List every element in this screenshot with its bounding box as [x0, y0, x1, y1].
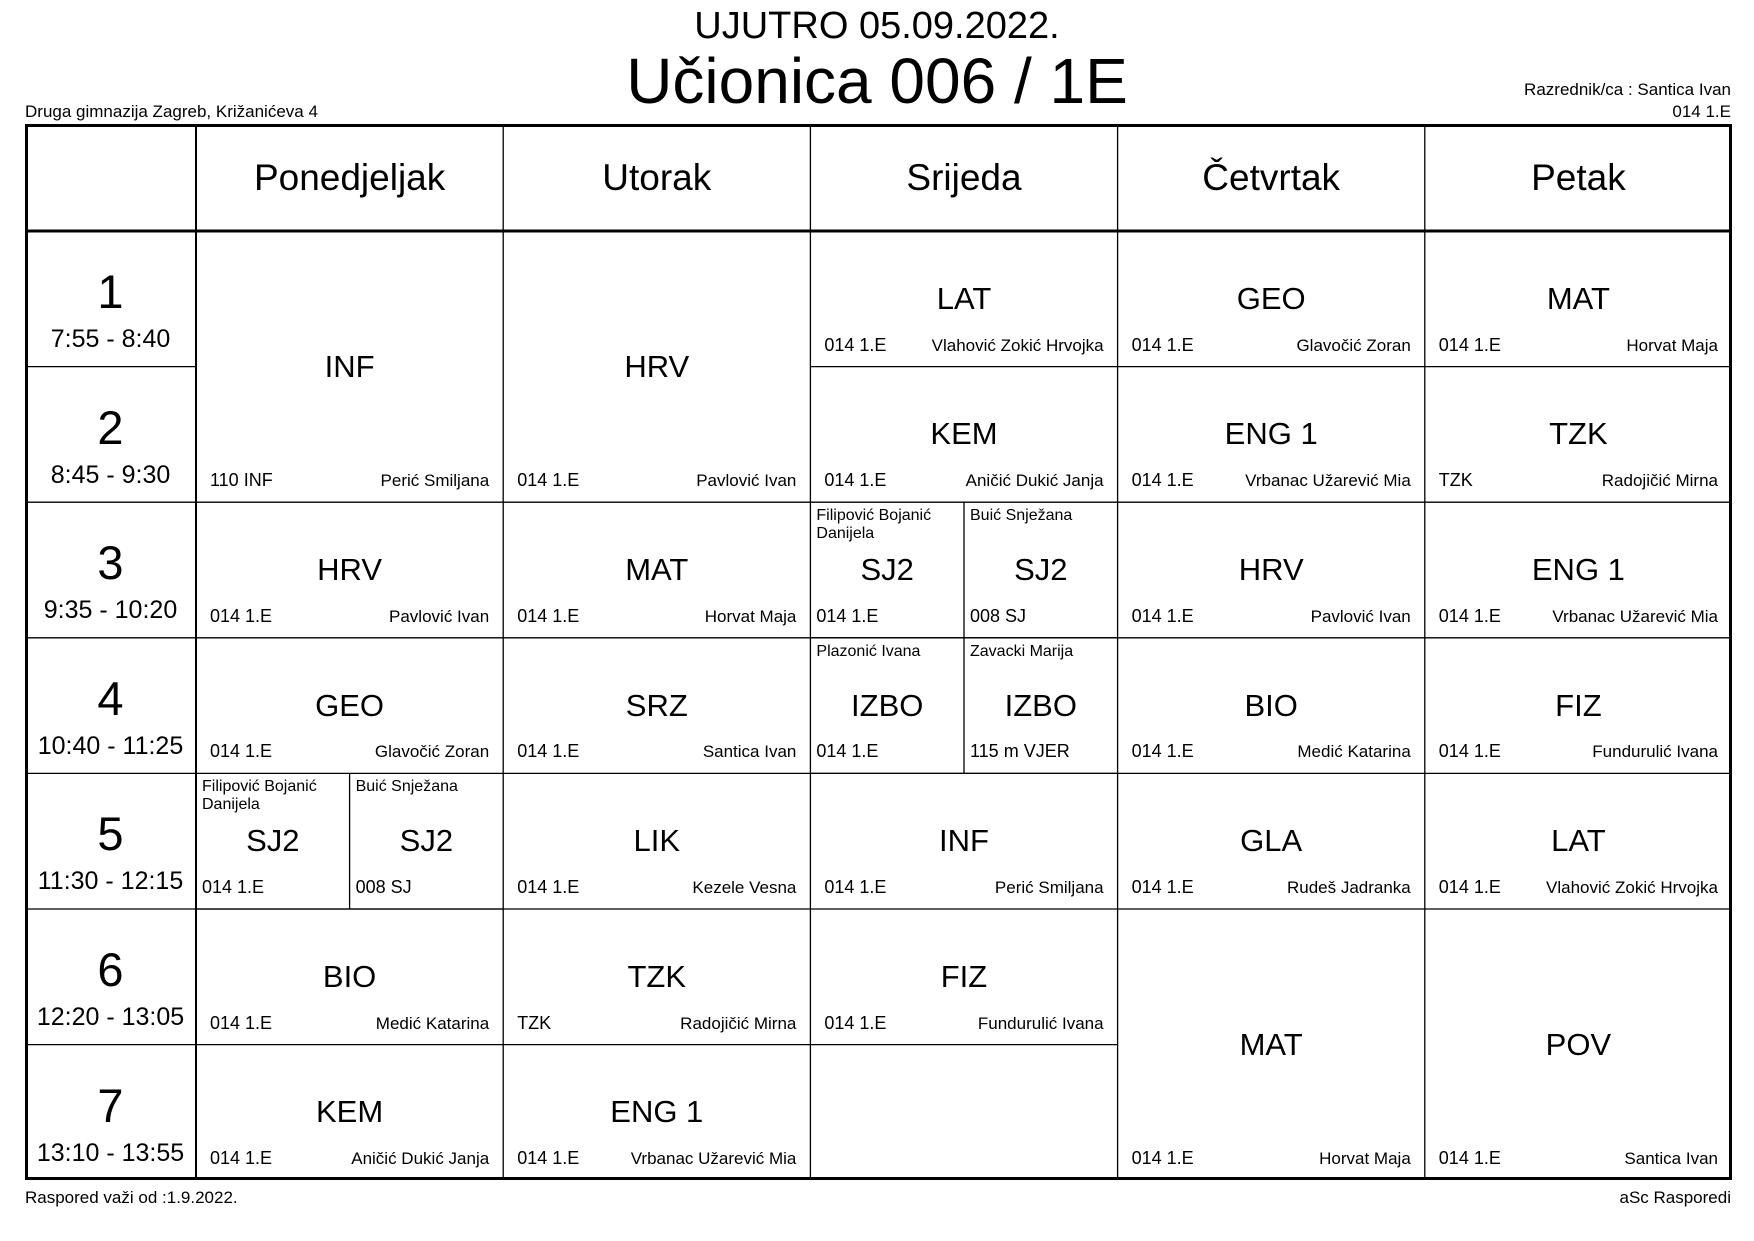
lesson-teacher: Medić Katarina	[375, 1013, 490, 1033]
day-name: Petak	[1531, 156, 1626, 198]
lesson-subject: LIK	[633, 823, 681, 859]
lesson-room: 014 1.E	[824, 1012, 887, 1033]
lesson-cell	[196, 909, 503, 1045]
lesson-subject: BIO	[1244, 687, 1298, 723]
lesson-room: 110 INF	[210, 470, 273, 491]
lesson-teacher: Pavlović Ivan	[389, 606, 490, 626]
lesson-room: 014 1.E	[1438, 1148, 1501, 1169]
lesson-group-cell	[964, 638, 1118, 774]
lesson-room: 014 1.E	[517, 470, 580, 491]
lesson-cell	[503, 773, 810, 909]
lesson-cell	[196, 502, 503, 638]
period-number: 6	[97, 943, 124, 996]
period-number: 5	[97, 807, 124, 861]
lesson-teacher: Radojičić Mirna	[680, 1013, 797, 1033]
lesson-teacher: Fundurulić Ivana	[1592, 742, 1718, 762]
lesson-room: 014 1.E	[210, 1148, 273, 1169]
lesson-teacher: Horvat Maja	[1626, 335, 1718, 355]
lesson-subject: ENG 1	[1224, 416, 1318, 452]
day-header	[503, 124, 810, 231]
period-label	[25, 502, 196, 638]
lesson-group-cell	[350, 773, 504, 909]
lesson-subject: GEO	[315, 687, 385, 723]
validity-note: Raspored važi od :1.9.2022.	[25, 1188, 238, 1207]
lesson-teacher: Aničić Dukić Janja	[351, 1149, 490, 1169]
period-time: 13:10 - 13:55	[36, 1138, 185, 1167]
lesson-subject: IZBO	[1004, 687, 1077, 723]
lesson-cell	[1118, 367, 1425, 503]
lesson-cell	[503, 1045, 810, 1181]
lesson-subject: HRV	[1238, 551, 1304, 587]
lesson-group-cell	[196, 773, 350, 909]
lesson-room: 014 1.E	[824, 470, 887, 491]
lesson-subject: MAT	[625, 551, 689, 587]
lesson-cell	[1425, 773, 1732, 909]
day-header	[196, 124, 503, 231]
lesson-room: TZK	[1438, 470, 1473, 491]
lesson-teacher: Vrbanac Užarević Mia	[1245, 471, 1411, 491]
lesson-subject: FIZ	[940, 958, 988, 994]
lesson-room: 014 1.E	[824, 334, 887, 355]
lesson-room: TZK	[517, 1012, 552, 1033]
period-label	[25, 367, 196, 503]
lesson-cell	[810, 367, 1117, 503]
lesson-room: 014 1.E	[1131, 470, 1194, 491]
class-code: 014 1.E	[1672, 102, 1731, 121]
period-time: 11:30 - 12:15	[37, 867, 184, 896]
lesson-cell	[1118, 231, 1425, 367]
lesson-cell	[1118, 638, 1425, 774]
lesson-cell	[810, 231, 1117, 367]
lesson-subject: MAT	[1239, 1026, 1303, 1062]
lesson-subject: GEO	[1236, 280, 1306, 316]
lesson-subject: SRZ	[625, 687, 688, 723]
lesson-room: 014 1.E	[210, 605, 273, 626]
lesson-subject: LAT	[1551, 823, 1606, 859]
lesson-teacher: Vrbanac Užarević Mia	[630, 1149, 797, 1169]
lesson-subject: ENG 1	[610, 1094, 704, 1130]
lesson-teacher: Perić Smiljana	[994, 877, 1104, 897]
lesson-room: 014 1.E	[517, 605, 580, 626]
lesson-teacher: Kezele Vesna	[692, 877, 797, 897]
lesson-room: 014 1.E	[517, 741, 580, 762]
schedule-subtitle: UJUTRO 05.09.2022.	[694, 5, 1060, 47]
period-time: 12:20 - 13:05	[36, 1003, 185, 1031]
lesson-subject: BIO	[322, 958, 377, 994]
lesson-room: 014 1.E	[1131, 334, 1194, 355]
lesson-cell	[1425, 638, 1732, 774]
lesson-group-teacher: Filipović Bojanić Danijela	[816, 507, 932, 543]
lesson-teacher: Fundurulić Ivana	[977, 1013, 1104, 1033]
lesson-group-teacher: Plazonić Ivana	[816, 642, 921, 660]
lesson-subject: LAT	[936, 280, 992, 316]
lesson-room: 014 1.E	[210, 741, 273, 762]
lesson-cell	[810, 773, 1117, 909]
lesson-room: 014 1.E	[1438, 876, 1501, 897]
lesson-cell	[196, 1045, 503, 1181]
lesson-group-cell	[810, 638, 964, 774]
lesson-teacher: Horvat Maja	[1319, 1149, 1411, 1169]
lesson-group-teacher: Buić Snježana	[355, 778, 458, 796]
lesson-subject: INF	[939, 823, 989, 859]
lesson-group-teacher: Buić Snježana	[970, 507, 1073, 525]
day-name: Četvrtak	[1202, 156, 1341, 198]
lesson-cell	[196, 231, 503, 502]
lesson-cell	[1118, 502, 1425, 638]
day-header	[1425, 124, 1732, 231]
lesson-room: 014 1.E	[1131, 1148, 1194, 1169]
lesson-room: 014 1.E	[517, 1148, 580, 1169]
day-name: Ponedjeljak	[253, 156, 446, 198]
lesson-subject: MAT	[1546, 280, 1610, 316]
period-number: 2	[97, 400, 124, 454]
lesson-teacher: Aničić Dukić Janja	[965, 471, 1104, 491]
lesson-subject: HRV	[317, 551, 383, 587]
lesson-cell	[1118, 773, 1425, 909]
lesson-teacher: Medić Katarina	[1297, 742, 1411, 762]
period-number: 3	[97, 536, 124, 590]
period-label	[25, 231, 196, 367]
lesson-subject: SJ2	[246, 823, 300, 859]
period-time: 10:40 - 11:25	[37, 731, 184, 760]
lesson-room: 014 1.E	[1131, 876, 1194, 897]
timetable-grid	[25, 124, 1732, 1180]
lesson-subject: FIZ	[1555, 687, 1602, 723]
lesson-cell	[1118, 909, 1425, 1180]
lesson-group-cell	[964, 502, 1118, 638]
lesson-cell	[503, 502, 810, 638]
lesson-room: 014 1.E	[1131, 605, 1194, 626]
lesson-teacher: Vlahović Zokić Hrvojka	[931, 335, 1104, 355]
period-label	[25, 909, 196, 1045]
lesson-subject: INF	[324, 348, 375, 384]
lesson-subject: GLA	[1240, 823, 1303, 859]
day-header	[810, 124, 1117, 231]
period-label	[25, 638, 196, 774]
lesson-cell	[503, 909, 810, 1045]
lesson-subject: SJ2	[860, 551, 914, 587]
lesson-room: 014 1.E	[202, 876, 265, 897]
lesson-cell	[1425, 909, 1732, 1180]
lesson-room: 115 m VJER	[970, 741, 1070, 762]
lesson-subject: TZK	[1549, 416, 1608, 452]
day-name: Srijeda	[906, 156, 1022, 198]
lesson-teacher: Santica Ivan	[1624, 1149, 1718, 1169]
lesson-cell	[810, 909, 1117, 1045]
lesson-room: 014 1.E	[816, 605, 879, 626]
period-time: 8:45 - 9:30	[50, 460, 171, 489]
lesson-group-teacher: Filipović Bojanić Danijela	[202, 778, 317, 814]
period-time: 7:55 - 8:40	[50, 325, 171, 353]
school-name: Druga gimnazija Zagreb, Križanićeva 4	[25, 102, 318, 121]
period-number: 4	[97, 671, 124, 725]
lesson-subject: TZK	[627, 958, 687, 994]
lesson-group-cell	[810, 502, 964, 638]
lesson-cell	[503, 638, 810, 774]
lesson-cell	[1425, 231, 1732, 367]
lesson-teacher: Perić Smiljana	[380, 471, 490, 491]
lesson-room: 014 1.E	[1438, 605, 1501, 626]
lesson-teacher: Rudeš Jadranka	[1286, 877, 1411, 897]
lesson-teacher: Pavlović Ivan	[696, 471, 797, 491]
lesson-cell	[196, 638, 503, 774]
lesson-subject: SJ2	[399, 823, 454, 859]
homeroom-teacher: Razrednik/ca : Santica Ivan	[1524, 80, 1731, 99]
page-title: Učionica 006 / 1E	[626, 45, 1128, 117]
lesson-room: 014 1.E	[1131, 741, 1194, 762]
lesson-teacher: Vlahović Zokić Hrvojka	[1546, 877, 1718, 897]
lesson-room: 014 1.E	[210, 1012, 273, 1033]
lesson-subject: SJ2	[1014, 551, 1068, 587]
lesson-room: 014 1.E	[517, 876, 580, 897]
lesson-room: 008 SJ	[970, 605, 1027, 626]
lesson-teacher: Radojičić Mirna	[1601, 471, 1718, 491]
lesson-teacher: Vrbanac Užarević Mia	[1552, 606, 1718, 626]
lesson-subject: POV	[1545, 1026, 1612, 1062]
lesson-group-teacher: Zavacki Marija	[970, 642, 1074, 660]
lesson-teacher: Glavočić Zoran	[1296, 335, 1411, 355]
period-number: 7	[97, 1078, 124, 1132]
lesson-room: 014 1.E	[1438, 741, 1501, 762]
period-label	[25, 773, 196, 909]
lesson-subject: HRV	[624, 348, 690, 384]
lesson-room: 008 SJ	[355, 876, 412, 897]
lesson-teacher: Santica Ivan	[702, 742, 797, 762]
lesson-room: 014 1.E	[1438, 334, 1501, 355]
software-brand: aSc Rasporedi	[1619, 1188, 1731, 1207]
period-number: 1	[97, 265, 124, 318]
lesson-subject: KEM	[930, 416, 998, 452]
lesson-subject: IZBO	[851, 687, 924, 723]
day-name: Utorak	[602, 156, 712, 198]
lesson-subject: KEM	[316, 1094, 384, 1130]
lesson-teacher: Glavočić Zoran	[374, 742, 490, 762]
lesson-teacher: Pavlović Ivan	[1310, 606, 1411, 626]
day-header	[1118, 124, 1425, 231]
lesson-room: 014 1.E	[816, 741, 879, 762]
lesson-subject: ENG 1	[1531, 551, 1625, 587]
lesson-cell	[1425, 502, 1732, 638]
lesson-room: 014 1.E	[824, 876, 887, 897]
lesson-cell	[1425, 367, 1732, 503]
period-label	[25, 1045, 196, 1181]
period-time: 9:35 - 10:20	[43, 596, 178, 625]
lesson-cell	[503, 231, 810, 502]
lesson-teacher: Horvat Maja	[704, 606, 797, 626]
